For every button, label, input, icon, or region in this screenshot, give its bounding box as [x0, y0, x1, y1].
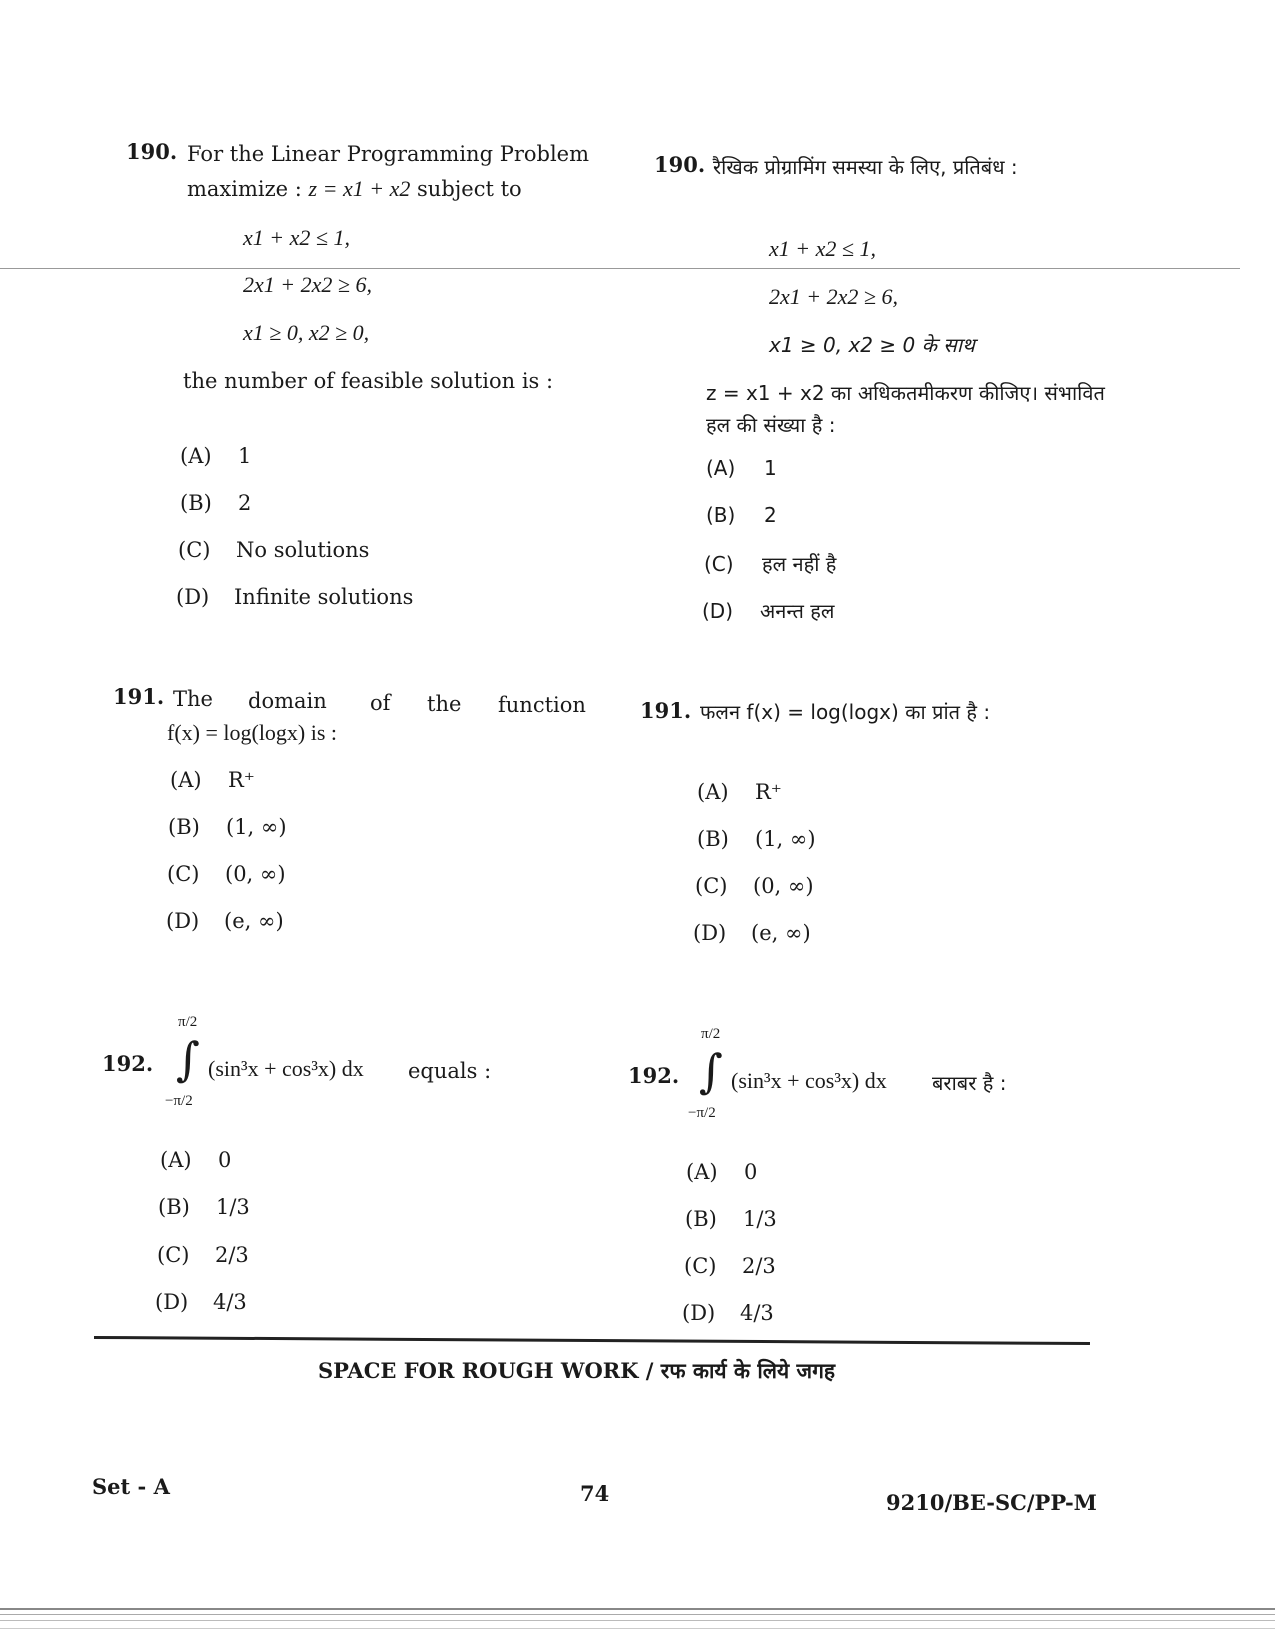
option-a[interactable] [160, 1148, 231, 1172]
option-text: (0, ∞) [225, 862, 286, 886]
option-d[interactable] [693, 921, 811, 945]
option-text: 2 [238, 491, 252, 515]
option-d[interactable] [176, 585, 413, 609]
option-d[interactable] [682, 1301, 774, 1325]
option-a[interactable] [686, 1160, 757, 1184]
option-b[interactable] [168, 815, 287, 839]
option-c[interactable] [167, 862, 286, 886]
option-c[interactable] [684, 1254, 776, 1278]
question-number: 190. [126, 139, 178, 164]
page-number: 74 [580, 1481, 610, 1506]
lower-limit: −π/2 [688, 1105, 716, 1121]
option-text: (0, ∞) [753, 874, 814, 898]
option-label: (D) [682, 1301, 716, 1325]
objective-function: z = x1 + x2 [308, 176, 411, 201]
option-label: (B) [180, 491, 212, 515]
question-text-line2 [187, 174, 522, 204]
option-a[interactable] [697, 780, 782, 804]
option-label: (C) [684, 1254, 717, 1278]
rough-work-label: SPACE FOR ROUGH WORK / रफ कार्य के लिये जगह [318, 1358, 836, 1383]
word-of: of [370, 691, 391, 715]
scan-line [0, 268, 1240, 269]
question-number: 190. [654, 152, 706, 177]
integrand: (sin³x + cos³x) dx [208, 1056, 364, 1081]
option-label: (B) [706, 503, 736, 527]
option-text: (1, ∞) [755, 827, 816, 851]
option-d[interactable] [155, 1290, 247, 1314]
integral-sign-icon: ∫ [176, 1032, 200, 1086]
option-text: अनन्त हल [760, 599, 835, 623]
set-label: Set - A [92, 1474, 170, 1499]
option-label: (D) [702, 599, 734, 623]
option-text: No solutions [236, 538, 370, 562]
option-text: 2/3 [742, 1254, 776, 1278]
option-b[interactable] [685, 1207, 777, 1231]
scan-line [0, 1608, 1275, 1610]
option-c[interactable] [704, 550, 836, 577]
maximize-label: maximize : [187, 177, 309, 201]
integrand: (sin³x + cos³x) dx [731, 1068, 887, 1093]
option-text: 1/3 [743, 1207, 777, 1231]
option-b[interactable] [697, 827, 816, 851]
function-expression: f(x) = log(logx) is : [167, 720, 338, 745]
equals-text: equals : [408, 1059, 492, 1083]
question-text-line1: फलन f(x) = log(logx) का प्रांत है : [700, 700, 991, 724]
option-a[interactable] [170, 768, 255, 792]
upper-limit: π/2 [701, 1026, 721, 1042]
option-text: Infinite solutions [234, 585, 414, 609]
option-c[interactable] [157, 1243, 249, 1267]
option-label: (D) [166, 909, 200, 933]
option-text: हल नहीं है [762, 552, 837, 576]
integral-sign-icon: ∫ [699, 1044, 723, 1098]
word-function: function [498, 693, 586, 717]
option-text: 1 [238, 444, 252, 468]
option-label: (C) [704, 552, 734, 576]
paper-code: 9210/BE-SC/PP-M [886, 1490, 1097, 1515]
option-label: (B) [158, 1195, 190, 1219]
option-text: 0 [218, 1148, 232, 1172]
constraint-2: 2x1 + 2x2 ≥ 6, [769, 284, 898, 309]
constraint-1: x1 + x2 ≤ 1, [243, 225, 350, 250]
question-prompt: the number of feasible solution is : [183, 369, 554, 393]
option-b[interactable] [706, 503, 777, 527]
lower-limit: −π/2 [165, 1093, 193, 1109]
question-number: 191. [113, 684, 165, 709]
option-label: (D) [155, 1290, 189, 1314]
option-text: 2 [764, 503, 777, 527]
option-a[interactable] [706, 456, 777, 480]
option-label: (B) [685, 1207, 717, 1231]
objective-line: z = x1 + x2 का अधिकतमीकरण कीजिए। संभावित [706, 381, 1105, 405]
option-b[interactable] [158, 1195, 250, 1219]
constraint-2: 2x1 + 2x2 ≥ 6, [243, 272, 372, 297]
scan-line [0, 1628, 1275, 1629]
upper-limit: π/2 [178, 1014, 198, 1030]
word-the: The [173, 687, 213, 711]
option-text: (e, ∞) [224, 909, 284, 933]
option-label: (B) [697, 827, 729, 851]
option-label: (C) [695, 874, 728, 898]
option-text: 4/3 [213, 1290, 247, 1314]
option-c[interactable] [178, 538, 369, 562]
option-label: (A) [706, 456, 736, 480]
option-text: 0 [744, 1160, 758, 1184]
option-label: (D) [693, 921, 727, 945]
option-label: (D) [176, 585, 210, 609]
option-d[interactable] [702, 597, 834, 624]
question-text-line1: रैखिक प्रोग्रामिंग समस्या के लिए, प्रतिबंध : [713, 155, 1018, 179]
option-label: (A) [686, 1160, 718, 1184]
question-number: 191. [640, 698, 692, 723]
option-label: (A) [160, 1148, 192, 1172]
word-the2: the [427, 692, 462, 716]
option-a[interactable] [180, 444, 251, 468]
option-text: (1, ∞) [226, 815, 287, 839]
subject-to-label: subject to [410, 177, 522, 201]
option-text: R⁺ [228, 768, 255, 792]
constraint-1: x1 + x2 ≤ 1, [769, 236, 876, 261]
constraint-3: x1 ≥ 0, x2 ≥ 0 के साथ [769, 333, 975, 357]
option-text: 4/3 [740, 1301, 774, 1325]
option-text: R⁺ [755, 780, 782, 804]
equals-text: बराबर है : [932, 1071, 1007, 1095]
option-label: (C) [167, 862, 200, 886]
footer-divider [94, 1336, 1090, 1345]
option-c[interactable] [695, 874, 814, 898]
option-label: (C) [178, 538, 211, 562]
question-text-line1: For the Linear Programming Problem [187, 142, 590, 166]
scan-line [0, 1620, 1275, 1621]
word-domain: domain [248, 689, 327, 713]
option-text: 1 [764, 456, 777, 480]
option-label: (B) [168, 815, 200, 839]
option-label: (A) [697, 780, 729, 804]
constraint-3: x1 ≥ 0, x2 ≥ 0, [243, 320, 370, 345]
option-text: (e, ∞) [751, 921, 811, 945]
option-b[interactable] [180, 491, 251, 515]
objective-line2: हल की संख्या है : [706, 413, 836, 437]
question-number: 192. [628, 1063, 680, 1088]
option-d[interactable] [166, 909, 284, 933]
option-label: (A) [170, 768, 202, 792]
option-label: (C) [157, 1243, 190, 1267]
question-number: 192. [102, 1051, 154, 1076]
scan-line [0, 1614, 1275, 1615]
option-text: 1/3 [216, 1195, 250, 1219]
option-label: (A) [180, 444, 212, 468]
option-text: 2/3 [215, 1243, 249, 1267]
